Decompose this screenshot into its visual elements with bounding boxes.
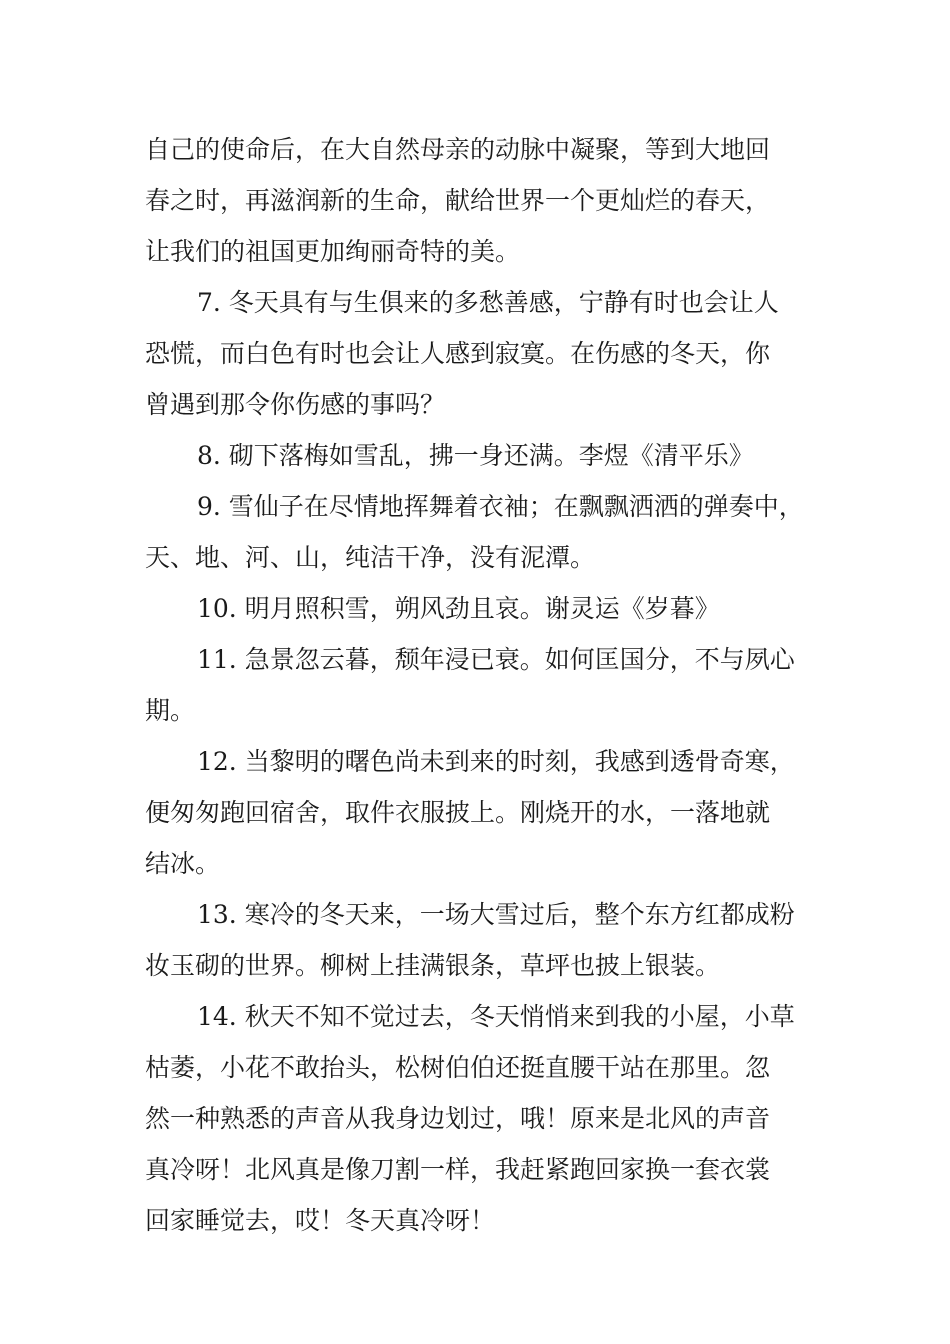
list-item-14: 14. 秋天不知不觉过去，冬天悄悄来到我的小屋，小草 (197, 1002, 795, 1031)
list-item-13: 13. 寒冷的冬天来，一场大雪过后，整个东方红都成粉 (197, 900, 795, 929)
text-line: 枯萎，小花不敢抬头，松树伯伯还挺直腰干站在那里。忽 (145, 1053, 771, 1082)
text-line: 天、地、河、山，纯洁干净，没有泥潭。 (145, 543, 596, 572)
text-line: 自己的使命后，在大自然母亲的动脉中凝聚，等到大地回 (145, 135, 771, 164)
list-item-10: 10. 明月照积雪，朔风劲且哀。谢灵运《岁暮》 (197, 594, 720, 623)
list-item-11: 11. 急景忽云暮，颓年浸已衰。如何匡国分，不与夙心 (197, 645, 795, 674)
text-line: 回家睡觉去，哎！冬天真冷呀！ (145, 1206, 496, 1235)
list-item-12: 12. 当黎明的曙色尚未到来的时刻，我感到透骨奇寒， (197, 747, 795, 776)
text-line: 让我们的祖国更加绚丽奇特的美。 (145, 237, 521, 266)
text-line: 曾遇到那令你伤感的事吗？ (145, 390, 446, 419)
text-line: 然一种熟悉的声音从我身边划过，哦！原来是北风的声音 (145, 1104, 771, 1133)
text-line: 便匆匆跑回宿舍，取件衣服披上。刚烧开的水，一落地就 (145, 798, 771, 827)
text-line: 真冷呀！北风真是像刀割一样，我赶紧跑回家换一套衣裳 (145, 1155, 771, 1184)
text-line: 恐慌，而白色有时也会让人感到寂寞。在伤感的冬天，你 (145, 339, 771, 368)
text-line: 春之时，再滋润新的生命，献给世界一个更灿烂的春天， (145, 186, 771, 215)
list-item-9: 9. 雪仙子在尽情地挥舞着衣袖；在飘飘洒洒的弹奏中， (197, 492, 804, 521)
list-item-7: 7. 冬天具有与生俱来的多愁善感，宁静有时也会让人 (197, 288, 779, 317)
text-line: 期。 (145, 696, 196, 725)
text-line: 结冰。 (145, 849, 221, 878)
text-line: 妆玉砌的世界。柳树上挂满银条，草坪也披上银装。 (145, 951, 721, 980)
list-item-8: 8. 砌下落梅如雪乱，拂一身还满。李煜《清平乐》 (197, 441, 754, 470)
